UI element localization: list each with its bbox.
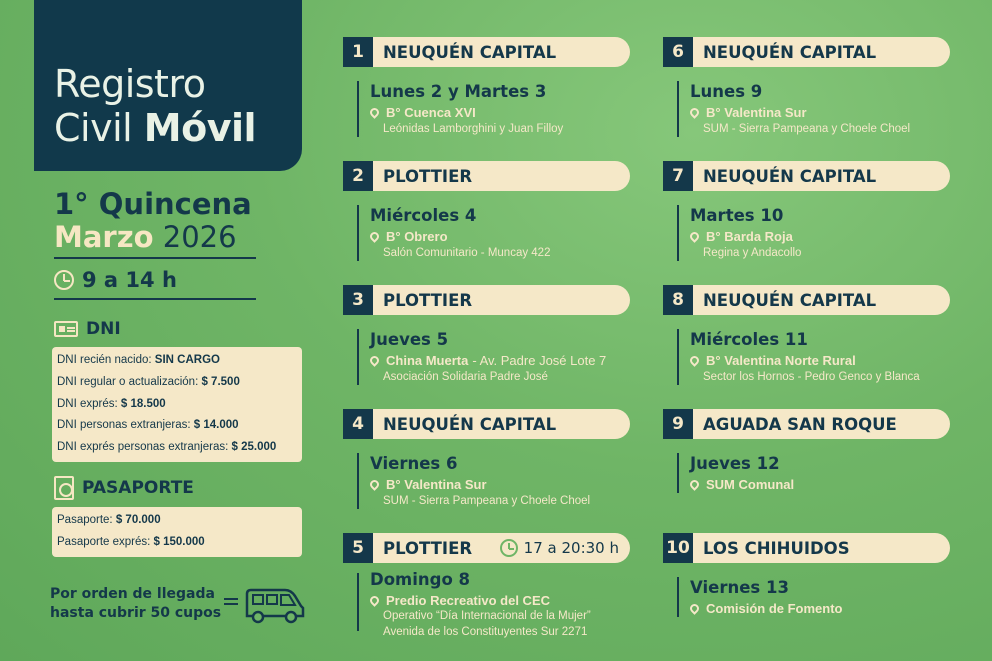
pasaporte-price-list [52,507,302,557]
item-number: 9 [663,409,693,439]
timeline-line [677,81,679,137]
item-number: 6 [663,37,693,67]
price-row: Pasaporte: $ 70.000 [57,514,161,526]
date-label: Jueves 5 [370,330,449,349]
pin-icon [688,106,701,119]
month-label: Marzo [54,220,154,254]
pin-icon [368,354,381,367]
place-name: NEUQUÉN CAPITAL [383,43,557,62]
address-line: Leónidas Lamborghini y Juan Filloy [383,123,564,135]
pin-icon [688,230,701,243]
item-number: 5 [343,533,373,563]
address-line: Salón Comunitario - Muncay 422 [383,247,551,259]
place-name: AGUADA SAN ROQUE [703,415,897,434]
location: B° Barda Roja [690,229,793,244]
address-line: SUM - Sierra Pampeana y Choele Choel [383,495,591,507]
title-civil: Civil [54,106,144,150]
pin-icon [688,478,701,491]
place-name: NEUQUÉN CAPITAL [703,291,877,310]
location: Comisión de Fomento [690,601,843,616]
schedule-item [663,533,953,653]
item-number: 7 [663,161,693,191]
clock-icon [500,539,518,557]
van-icon [243,586,307,626]
divider [54,257,256,259]
address-line: SUM - Sierra Pampeana y Choele Choel [703,123,911,135]
pin-icon [368,594,381,607]
item-number: 10 [663,533,693,563]
item-number: 1 [343,37,373,67]
timeline-line [677,453,679,493]
item-number: 4 [343,409,373,439]
date-label: Viernes 6 [370,454,458,473]
schedule-item [343,533,633,661]
date-label: Lunes 2 y Martes 3 [370,82,547,101]
pin-icon [368,230,381,243]
date-label: Viernes 13 [690,578,789,597]
date-label: Martes 10 [690,206,784,225]
location: Predio Recreativo del CEC [370,593,550,608]
place-name: NEUQUÉN CAPITAL [703,167,877,186]
location: SUM Comunal [690,477,794,492]
date-label: Miércoles 11 [690,330,808,349]
date-label: Jueves 12 [690,454,780,473]
pin-icon [368,106,381,119]
pin-icon [688,602,701,615]
price-row: DNI exprés personas extranjeras: $ 25.000 [57,441,277,454]
schedule-item [343,161,633,281]
pasaporte-heading-label: PASAPORTE [82,478,194,498]
timeline-line [357,329,359,385]
title-panel [34,0,302,171]
pin-icon [688,354,701,367]
date-label: Miércoles 4 [370,206,477,225]
item-number: 8 [663,285,693,315]
date-label: Domingo 8 [370,570,470,589]
footer-line-1: Por orden de llegada [50,586,215,602]
title-line-1: Registro [54,62,206,106]
location: B° Valentina Norte Rural [690,353,856,368]
timeline-line [677,577,679,617]
address-line: Sector los Hornos - Pedro Genco y Blanca [703,371,920,383]
timeline-line [357,81,359,137]
equals-sign [224,598,238,600]
location: B° Valentina Sur [370,477,487,492]
schedule-item [343,285,633,405]
title-movil: Móvil [143,106,257,150]
schedule-item [343,37,633,157]
price-row: Pasaporte exprés: $ 150.000 [57,535,205,548]
date-label: Lunes 9 [690,82,763,101]
quincena-label: 1° Quincena [54,187,252,221]
pasaporte-heading [54,476,194,500]
location: B° Cuenca XVI [370,105,476,120]
divider [54,298,256,300]
time-chip [500,533,619,563]
timeline-line [677,205,679,261]
address-line: Regina y Andacollo [703,247,802,259]
schedule-item [343,409,633,529]
location: China Muerta - Av. Padre José Lote 7 [370,353,606,368]
price-row: DNI personas extranjeras: $ 14.000 [57,419,239,432]
schedule-item [663,409,953,529]
dni-heading [54,319,121,339]
clock-icon [54,270,74,290]
pin-icon [368,478,381,491]
item-number: 2 [343,161,373,191]
timeline-line [357,205,359,261]
place-name: PLOTTIER [383,291,473,310]
location: B° Obrero [370,229,448,244]
footer-line-2: hasta cubrir 50 cupos [50,605,222,621]
year-label: 2026 [153,220,237,254]
time-label: 17 a 20:30 h [523,539,619,557]
timeline-line [677,329,679,385]
hours-row [54,268,177,292]
price-row: DNI exprés: $ 18.500 [57,397,166,410]
place-name: NEUQUÉN CAPITAL [703,43,877,62]
schedule-item [663,285,953,405]
period-heading [54,188,252,254]
location: B° Valentina Sur [690,105,807,120]
place-name: LOS CHIHUIDOS [703,539,850,558]
place-name: PLOTTIER [383,167,473,186]
footer-note [50,585,221,623]
schedule-item [663,37,953,157]
id-card-icon [54,321,78,337]
timeline-line [357,453,359,509]
month-year [54,221,252,254]
title-line-2 [54,106,256,150]
place-name: NEUQUÉN CAPITAL [383,415,557,434]
address-line: Asociación Solidaria Padre José [383,371,548,383]
place-name: PLOTTIER [383,539,473,558]
price-row: DNI regular o actualización: $ 7.500 [57,375,240,388]
timeline-line [357,573,359,631]
address-line: Avenida de los Constituyentes Sur 2271 [383,626,588,638]
dni-heading-label: DNI [86,319,121,339]
address-line: Operativo “Día Internacional de la Mujer” [383,610,591,622]
hours-label: 9 a 14 h [82,268,177,292]
item-number: 3 [343,285,373,315]
passport-icon [54,476,74,500]
schedule-item [663,161,953,281]
dni-price-list [52,347,302,462]
price-row: DNI recién nacido: SIN CARGO [57,354,220,366]
